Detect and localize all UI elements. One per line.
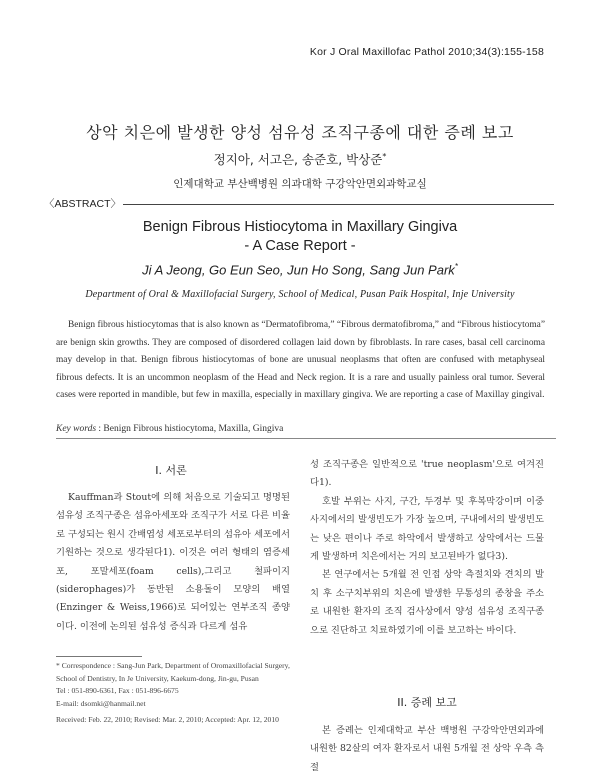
english-title-line1: Benign Fibrous Histiocytoma in Maxillary Gingiva [142, 219, 458, 235]
left-column [56, 489, 290, 636]
right-paragraph-1: 성 조직구종은 일반적으로 'true neoplasm'으로 여겨진다1). [310, 459, 544, 489]
introduction-paragraph: Kauffman과 Stout에 의해 처음으로 기술되고 명명된 섬유성 조직구종은 섬유아세포와 조직구가 서로 다른 비율로 구성되는 원시 간배엽성 세포로부터의 섬유아 세포에서 기원하는 것으로 생각된다1). 이것은 여러 형태의 염증세포, 포말세포(foam cells),그리고 철파이지(siderophages)가 동반된 소용돌이 모양의 배열(Enzinger & Weiss,1966)로 되어있는 연부조직 종양이다. 이전에 논의된 섬유성 증식과 다르게 섬유 [56, 492, 290, 632]
footnote-tel-fax: Tel : 051-890-6361, Fax : 051-896-6675 [56, 686, 179, 696]
english-affiliation: Department of Oral & Maxillofacial Surgery, School of Medical, Pusan Paik Hospital, Inje University [85, 289, 515, 300]
korean-authors [0, 150, 600, 168]
case-report-column [310, 722, 544, 777]
footnote-divider [56, 656, 142, 657]
right-paragraph-3: 본 연구에서는 5개월 전 인접 상악 측절치와 견치의 발치 후 소구치부위의 치은에 발생한 무통성의 종창을 주소로 내원한 환자의 조직 검사상에서 양성 섬유성 조직구종으로 진단하고 치료하였기에 이를 보고하는 바이다. [310, 569, 544, 636]
korean-title: 상악 치은에 발생한 양성 섬유성 조직구종에 대한 증례 보고 [86, 123, 514, 142]
korean-affiliation: 인제대학교 부산백병원 의과대학 구강악안면외과학교실 [173, 178, 427, 190]
korean-author-names: 정지아, 서고은, 송준호, 박상준 [213, 152, 383, 167]
english-corresponding-mark: * [454, 262, 458, 271]
english-authors [0, 262, 600, 277]
abstract-body: Benign fibrous histiocytomas that is also known as “Dermatofibroma,” “Fibrous dermatofibroma,” and “Fibrous histiocytoma” are benign skin growths. They are composed of disordered collagen laid down by fibroblasts. In rare cases, basal cell carcinoma may develop in that. Benign fibrous histiocytomas of bone are unusual neoplasms that often are confused with metaphyseal fibrous defects. It is an uncommon neoplasm of the Head and Neck region. It is a rare and usually painless oral tumor. Several cases were reported in mandible, but few in maxilla, especially in maxillary gingiva. We are reporting a case of Maxillay gingival. [56, 320, 545, 401]
footnote-email: E-mail: dsomki@hanmail.net [56, 698, 146, 708]
english-author-names: Ji A Jeong, Go Eun Seo, Jun Ho Song, Sang Jun Park [142, 262, 455, 278]
section-case-report-heading: II. 증례 보고 [397, 696, 457, 709]
footnotes [56, 660, 292, 727]
abstract-label: 〈ABSTRACT〉 [44, 198, 122, 210]
keywords-text: : Benign Fibrous histiocytoma, Maxilla, Gingiva [96, 424, 284, 434]
right-column [310, 456, 544, 640]
keywords-line [56, 424, 556, 439]
english-title-line2: - A Case Report - [244, 238, 356, 254]
case-report-paragraph: 본 증례는 인제대학교 부산 백병원 구강악안면외과에 내원한 82살의 여자 환자로서 내원 5개월 전 상악 우측 측절 [310, 725, 544, 773]
section-introduction-heading: I. 서론 [155, 464, 187, 477]
keywords-label: Key words [56, 424, 97, 434]
footnote-dates: Received: Feb. 22, 2010; Revised: Mar. 2, 2010; Accepted: Apr. 12, 2010 [56, 715, 279, 725]
corresponding-mark: * [382, 151, 387, 161]
english-title [0, 218, 600, 256]
journal-citation: Kor J Oral Maxillofac Pathol 2010;34(3):155-158 [309, 46, 544, 58]
footnote-correspondence: * Correspondence : Sang-Jun Park, Department of Oromaxillofacial Surgery, School of Dentistry, In Je University, Kaekum-dong, Jin-gu, Pusan [56, 661, 290, 683]
right-paragraph-2: 호발 부위는 사지, 구간, 두경부 및 후복막강이며 이중 사지에서의 발생빈도가 가장 높으며, 구내에서의 발생빈도는 낮은 편이나 주로 하악에서 발생하고 상악에서는 드물게 발생하며 치은에서는 거의 보고된바가 없다3). [310, 495, 544, 563]
